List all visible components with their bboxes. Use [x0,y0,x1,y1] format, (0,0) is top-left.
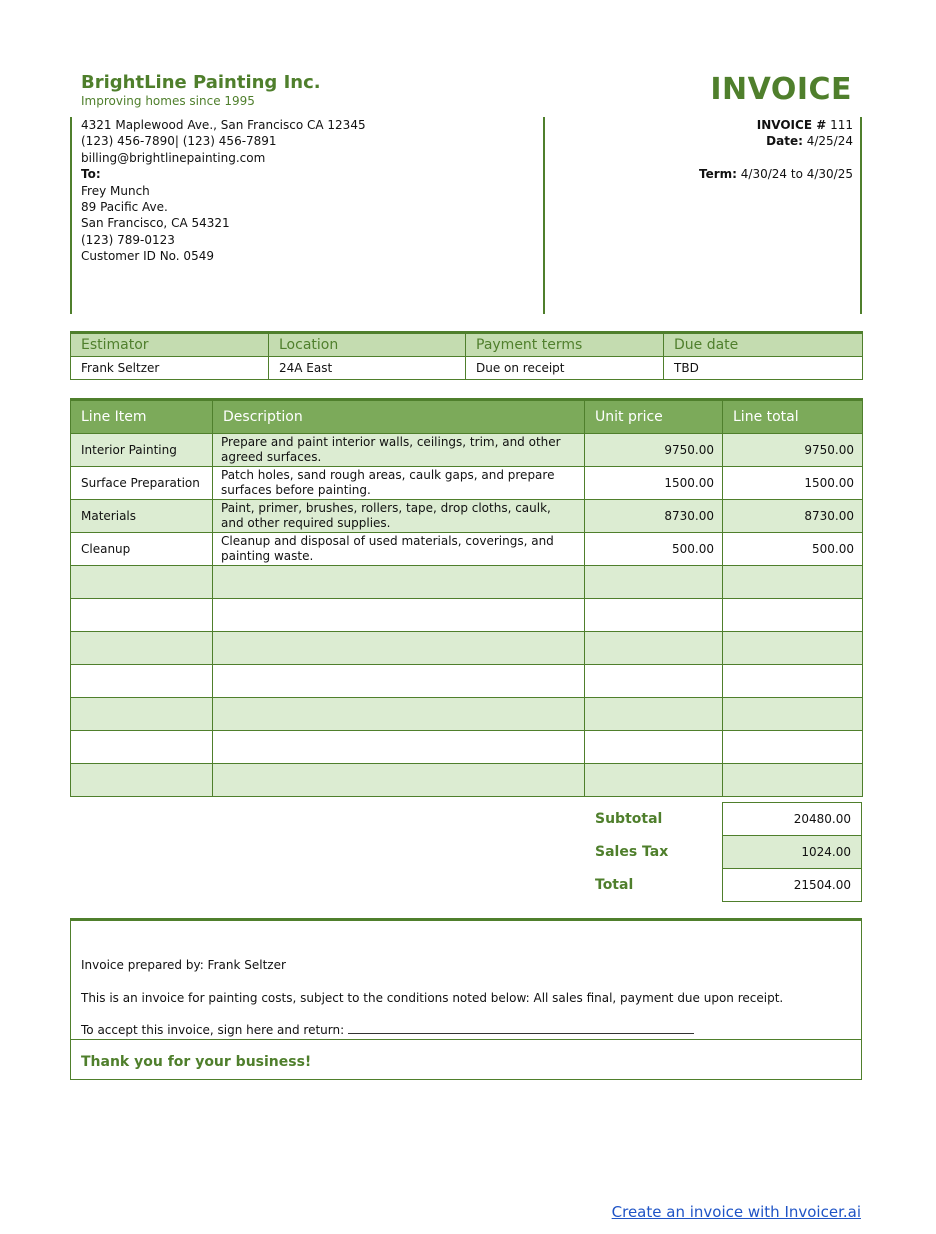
invoicer-link[interactable]: Create an invoice with Invoicer.ai [611,1203,861,1221]
line-item-cell [71,566,213,599]
invoice-date: 4/25/24 [806,134,853,149]
customer-city: San Francisco, CA 54321 [81,216,230,231]
table-row [71,632,863,665]
line-total-cell: 8730.00 [723,500,863,533]
address-block [81,117,366,265]
table-row [71,434,863,467]
info-header-location: Location [269,333,466,357]
table-row [71,566,863,599]
invoice-number-label: INVOICE # [756,118,827,132]
company-name: BrightLine Painting Inc. [81,72,321,93]
unit-price-cell: 9750.00 [585,434,723,467]
sales-tax-label: Sales Tax [595,844,669,860]
info-table [70,331,863,380]
invoice-number-line [699,117,853,133]
line-item-cell: Cleanup [71,533,213,566]
line-total-cell [723,698,863,731]
customer-street: 89 Pacific Ave. [81,200,168,215]
line-item-cell [71,731,213,764]
unit-price-cell [585,566,723,599]
table-row [71,698,863,731]
line-total-cell [723,764,863,797]
info-header-payment-terms: Payment terms [466,333,664,357]
info-payment-terms: Due on receipt [466,357,664,380]
line-total-cell: 9750.00 [723,434,863,467]
description-cell [213,665,585,698]
description-cell: Prepare and paint interior walls, ceilings, trim, and other agreed surfaces. [213,434,585,467]
line-total-cell: 1500.00 [723,467,863,500]
invoice-date-line [699,133,853,149]
sales-tax-row [723,836,862,869]
line-item-cell: Materials [71,500,213,533]
company-phones: (123) 456-7890| (123) 456-7891 [81,134,277,149]
unit-price-cell [585,665,723,698]
description-cell [213,764,585,797]
unit-price-cell [585,599,723,632]
unit-price-cell: 8730.00 [585,500,723,533]
customer-id: Customer ID No. 0549 [81,249,214,264]
line-total-cell [723,665,863,698]
invoice-term-line [699,166,853,182]
middle-frame-line [543,117,545,314]
table-row [71,533,863,566]
info-header-row [71,333,863,357]
line-item-cell [71,599,213,632]
line-total-cell [723,599,863,632]
line-item-cell [71,764,213,797]
left-frame-line [70,117,72,314]
invoice-date-label: Date: [766,134,803,149]
invoice-term-label: Term: [699,167,737,182]
right-frame-line [860,117,862,314]
description-cell: Paint, primer, brushes, rollers, tape, drop cloths, caulk, and other required supplies. [213,500,585,533]
table-row [71,665,863,698]
table-row [71,467,863,500]
unit-price-cell [585,764,723,797]
company-email: billing@brightlinepainting.com [81,150,266,165]
customer-name: Frey Munch [81,183,150,198]
info-value-row [71,357,863,380]
description-cell: Patch holes, sand rough areas, caulk gaps, and prepare surfaces before painting. [213,467,585,500]
description-cell [213,599,585,632]
total-row [723,869,862,902]
total-value: 21504.00 [723,869,862,902]
accept-line [81,1023,694,1037]
total-label: Total [595,877,634,893]
description-cell [213,731,585,764]
description-cell [213,632,585,665]
line-item-cell: Interior Painting [71,434,213,467]
info-location: 24A East [269,357,466,380]
signature-line[interactable] [348,1023,694,1034]
info-estimator: Frank Seltzer [71,357,269,380]
unit-price-cell: 500.00 [585,533,723,566]
table-row [71,731,863,764]
footer-divider [70,1039,862,1040]
table-row [71,599,863,632]
items-header-description: Description [213,400,585,434]
info-due-date: TBD [664,357,863,380]
subtotal-row [723,803,862,836]
info-header-estimator: Estimator [71,333,269,357]
line-item-cell [71,698,213,731]
customer-phone: (123) 789-0123 [81,232,175,247]
line-item-cell [71,665,213,698]
unit-price-cell [585,731,723,764]
invoice-title: INVOICE [710,72,852,107]
invoice-meta [699,117,853,183]
line-item-cell [71,632,213,665]
invoice-term: 4/30/24 to 4/30/25 [740,167,853,182]
subtotal-value: 20480.00 [723,803,862,836]
line-total-cell: 500.00 [723,533,863,566]
table-row [71,500,863,533]
company-tagline: Improving homes since 1995 [81,94,255,108]
line-item-cell: Surface Preparation [71,467,213,500]
totals-table [722,802,862,902]
line-total-cell [723,731,863,764]
line-total-cell [723,566,863,599]
items-header-line-item: Line Item [71,400,213,434]
invoice-number: 111 [830,118,853,132]
description-cell [213,566,585,599]
description-cell: Cleanup and disposal of used materials, coverings, and painting waste. [213,533,585,566]
line-total-cell [723,632,863,665]
info-header-due-date: Due date [664,333,863,357]
items-header-unit-price: Unit price [585,400,723,434]
conditions-text: This is an invoice for painting costs, subject to the conditions noted below: All sales final, payment due upon receipt. [81,991,784,1005]
bill-to-label: To: [81,167,101,182]
unit-price-cell [585,632,723,665]
unit-price-cell: 1500.00 [585,467,723,500]
company-address: 4321 Maplewood Ave., San Francisco CA 12345 [81,118,366,132]
sales-tax-value: 1024.00 [723,836,862,869]
line-items-table [70,398,863,797]
prepared-by: Invoice prepared by: Frank Seltzer [81,958,286,972]
unit-price-cell [585,698,723,731]
items-header-row [71,400,863,434]
description-cell [213,698,585,731]
items-header-line-total: Line total [723,400,863,434]
subtotal-label: Subtotal [595,811,663,827]
accept-text: To accept this invoice, sign here and return: [81,1023,345,1037]
thank-you-message: Thank you for your business! [81,1054,312,1070]
table-row [71,764,863,797]
